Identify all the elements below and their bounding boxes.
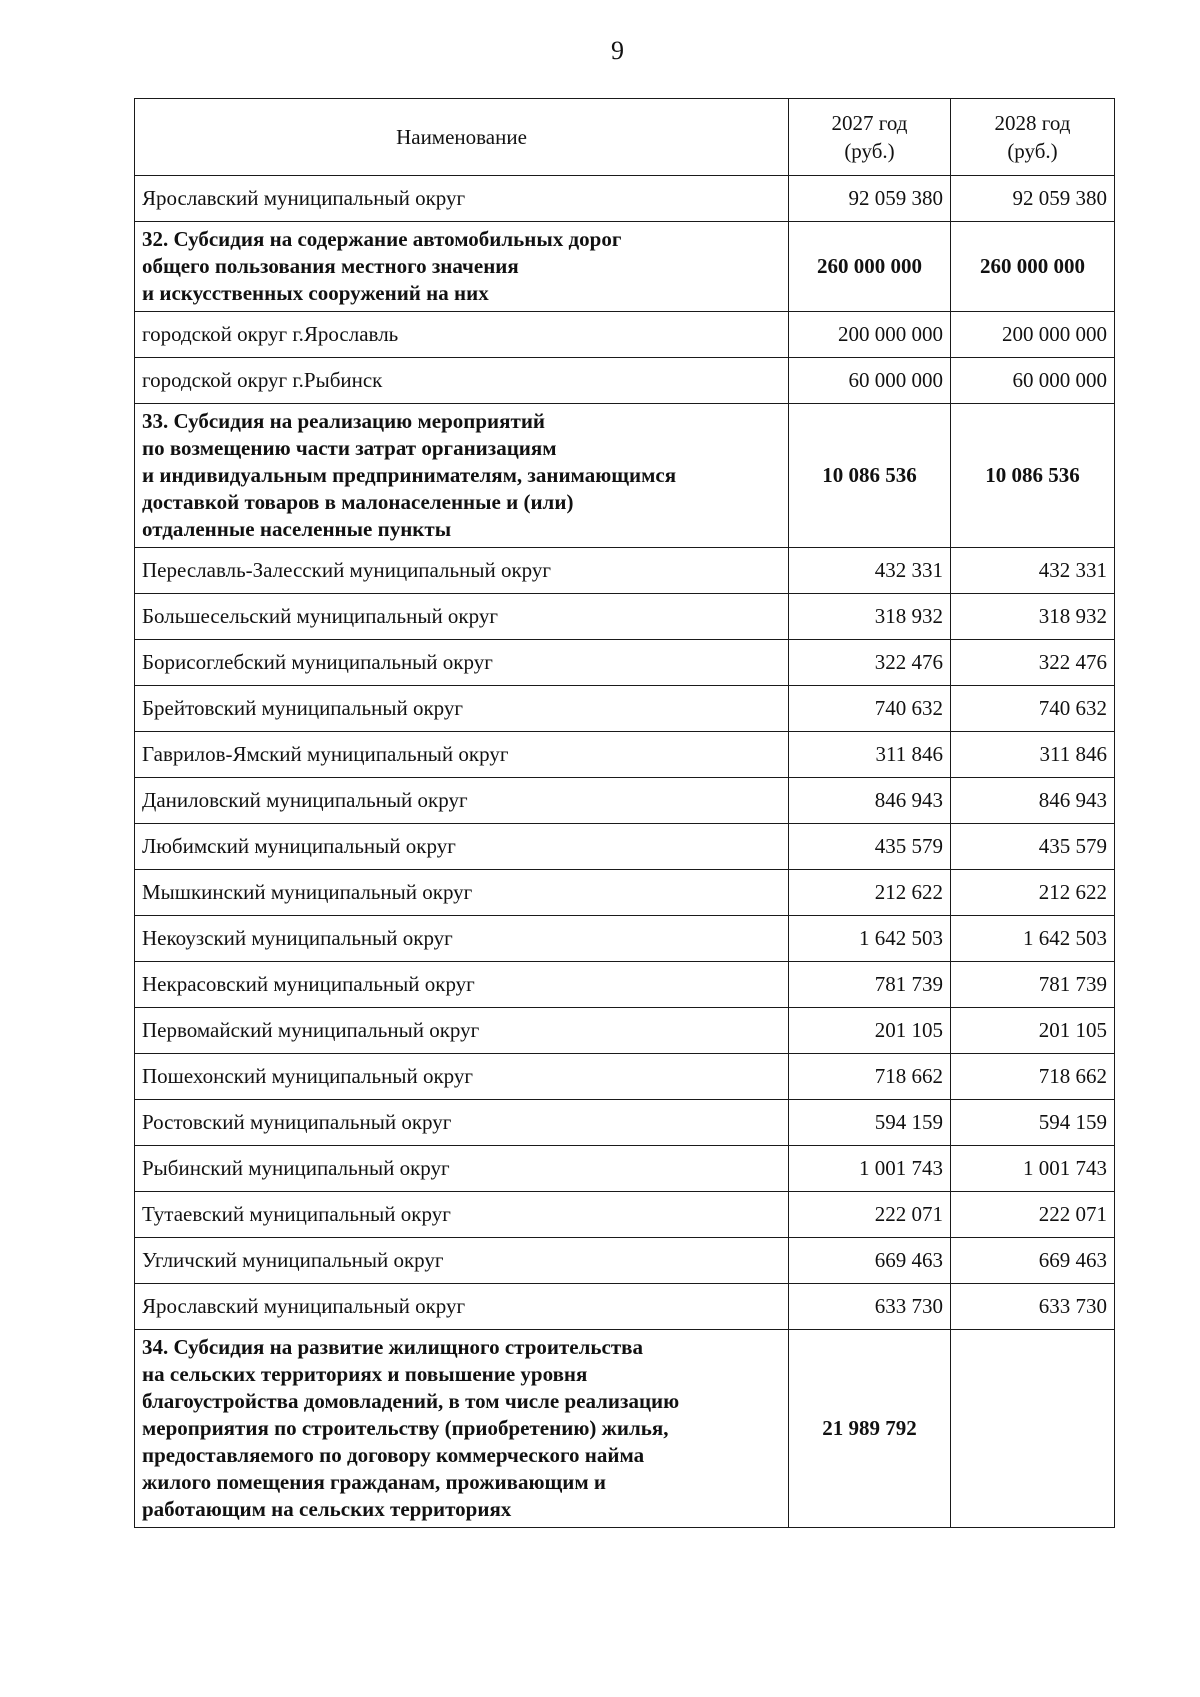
row-name: Переславль-Залесский муниципальный округ [135, 548, 789, 594]
table-row [135, 176, 1115, 222]
value-2028: 669 463 [951, 1238, 1115, 1284]
row-name: Ярославский муниципальный округ [135, 1284, 789, 1330]
value-2028: 594 159 [951, 1100, 1115, 1146]
table-row [135, 962, 1115, 1008]
section-title-line: по возмещению части затрат организациям [142, 436, 557, 460]
value-2028: 432 331 [951, 548, 1115, 594]
table-row [135, 640, 1115, 686]
value-2028: 92 059 380 [951, 176, 1115, 222]
section-title-line: доставкой товаров в малонаселенные и (или) [142, 490, 574, 514]
value-2027: 740 632 [789, 686, 951, 732]
table-row [135, 1008, 1115, 1054]
section-title-line: 34. Субсидия на развитие жилищного строительства [142, 1335, 643, 1359]
row-name: Даниловский муниципальный округ [135, 778, 789, 824]
value-2027: 594 159 [789, 1100, 951, 1146]
section-title-line: отдаленные населенные пункты [142, 517, 452, 541]
value-2028: 222 071 [951, 1192, 1115, 1238]
budget-table [134, 98, 1115, 1528]
header-name: Наименование [135, 99, 789, 176]
section-title [135, 1330, 789, 1528]
value-2028: 201 105 [951, 1008, 1115, 1054]
value-2027: 718 662 [789, 1054, 951, 1100]
table-row [135, 1100, 1115, 1146]
row-name: Пошехонский муниципальный округ [135, 1054, 789, 1100]
table-row [135, 548, 1115, 594]
section-title-line: благоустройства домовладений, в том числе реализацию [142, 1389, 680, 1413]
table-header-row [135, 99, 1115, 176]
page-number: 9 [611, 36, 624, 65]
section-title-line: работающим на сельских территориях [142, 1497, 512, 1521]
section-title-line: общего пользования местного значения [142, 254, 519, 278]
row-name: Тутаевский муниципальный округ [135, 1192, 789, 1238]
value-2027: 201 105 [789, 1008, 951, 1054]
section-title-line: жилого помещения гражданам, проживающим и [142, 1470, 606, 1494]
value-2027: 311 846 [789, 732, 951, 778]
value-2028: 846 943 [951, 778, 1115, 824]
section-title-line: предоставляемого по договору коммерческого найма [142, 1443, 645, 1467]
value-2027: 669 463 [789, 1238, 951, 1284]
row-name: Некоузский муниципальный округ [135, 916, 789, 962]
value-2028 [951, 1330, 1115, 1528]
value-2027: 60 000 000 [789, 358, 951, 404]
section-title-line: на сельских территориях и повышение уровня [142, 1362, 588, 1386]
row-name: Брейтовский муниципальный округ [135, 686, 789, 732]
table-row [135, 1238, 1115, 1284]
value-2028: 718 662 [951, 1054, 1115, 1100]
table-row [135, 824, 1115, 870]
row-name: Рыбинский муниципальный округ [135, 1146, 789, 1192]
table-row [135, 686, 1115, 732]
header-2027-year: 2027 год [831, 111, 908, 135]
value-2027: 846 943 [789, 778, 951, 824]
header-2027 [789, 99, 951, 176]
section-row [135, 1330, 1115, 1528]
section-title-line: 32. Субсидия на содержание автомобильных дорог [142, 227, 622, 251]
section-title-line: 33. Субсидия на реализацию мероприятий [142, 409, 546, 433]
value-2027: 212 622 [789, 870, 951, 916]
row-name: Первомайский муниципальный округ [135, 1008, 789, 1054]
row-name: Большесельский муниципальный округ [135, 594, 789, 640]
value-2028: 435 579 [951, 824, 1115, 870]
value-2028: 322 476 [951, 640, 1115, 686]
value-2027: 260 000 000 [789, 222, 951, 312]
value-2027: 92 059 380 [789, 176, 951, 222]
section-title [135, 222, 789, 312]
table-row [135, 1054, 1115, 1100]
table-row [135, 358, 1115, 404]
value-2028: 10 086 536 [951, 404, 1115, 548]
value-2027: 435 579 [789, 824, 951, 870]
value-2027: 10 086 536 [789, 404, 951, 548]
value-2027: 200 000 000 [789, 312, 951, 358]
header-2028-unit: (руб.) [1007, 139, 1058, 163]
value-2027: 633 730 [789, 1284, 951, 1330]
value-2027: 322 476 [789, 640, 951, 686]
value-2028: 260 000 000 [951, 222, 1115, 312]
row-name: городской округ г.Ярославль [135, 312, 789, 358]
header-2027-unit: (руб.) [844, 139, 895, 163]
table-row [135, 312, 1115, 358]
value-2027: 432 331 [789, 548, 951, 594]
section-title-line: мероприятия по строительству (приобретению) жилья, [142, 1416, 669, 1440]
section-row [135, 222, 1115, 312]
value-2028: 60 000 000 [951, 358, 1115, 404]
table-row [135, 870, 1115, 916]
row-name: Ярославский муниципальный округ [135, 176, 789, 222]
row-name: Мышкинский муниципальный округ [135, 870, 789, 916]
table-row [135, 1284, 1115, 1330]
section-title [135, 404, 789, 548]
value-2028: 200 000 000 [951, 312, 1115, 358]
value-2027: 1 642 503 [789, 916, 951, 962]
table-row [135, 594, 1115, 640]
row-name: городской округ г.Рыбинск [135, 358, 789, 404]
value-2028: 318 932 [951, 594, 1115, 640]
value-2027: 781 739 [789, 962, 951, 1008]
table-row [135, 916, 1115, 962]
section-title-line: и искусственных сооружений на них [142, 281, 489, 305]
value-2027: 1 001 743 [789, 1146, 951, 1192]
value-2028: 633 730 [951, 1284, 1115, 1330]
value-2027: 21 989 792 [789, 1330, 951, 1528]
table-row [135, 1146, 1115, 1192]
header-2028-year: 2028 год [994, 111, 1071, 135]
header-2028 [951, 99, 1115, 176]
row-name: Борисоглебский муниципальный округ [135, 640, 789, 686]
row-name: Гаврилов-Ямский муниципальный округ [135, 732, 789, 778]
value-2028: 740 632 [951, 686, 1115, 732]
row-name: Любимский муниципальный округ [135, 824, 789, 870]
table-row [135, 732, 1115, 778]
value-2028: 1 642 503 [951, 916, 1115, 962]
value-2028: 212 622 [951, 870, 1115, 916]
table-row [135, 1192, 1115, 1238]
value-2028: 1 001 743 [951, 1146, 1115, 1192]
section-row [135, 404, 1115, 548]
row-name: Некрасовский муниципальный округ [135, 962, 789, 1008]
table-row [135, 778, 1115, 824]
row-name: Ростовский муниципальный округ [135, 1100, 789, 1146]
section-title-line: и индивидуальным предпринимателям, занимающимся [142, 463, 677, 487]
table-body [135, 176, 1115, 1528]
value-2028: 311 846 [951, 732, 1115, 778]
value-2027: 222 071 [789, 1192, 951, 1238]
value-2028: 781 739 [951, 962, 1115, 1008]
value-2027: 318 932 [789, 594, 951, 640]
row-name: Угличский муниципальный округ [135, 1238, 789, 1284]
